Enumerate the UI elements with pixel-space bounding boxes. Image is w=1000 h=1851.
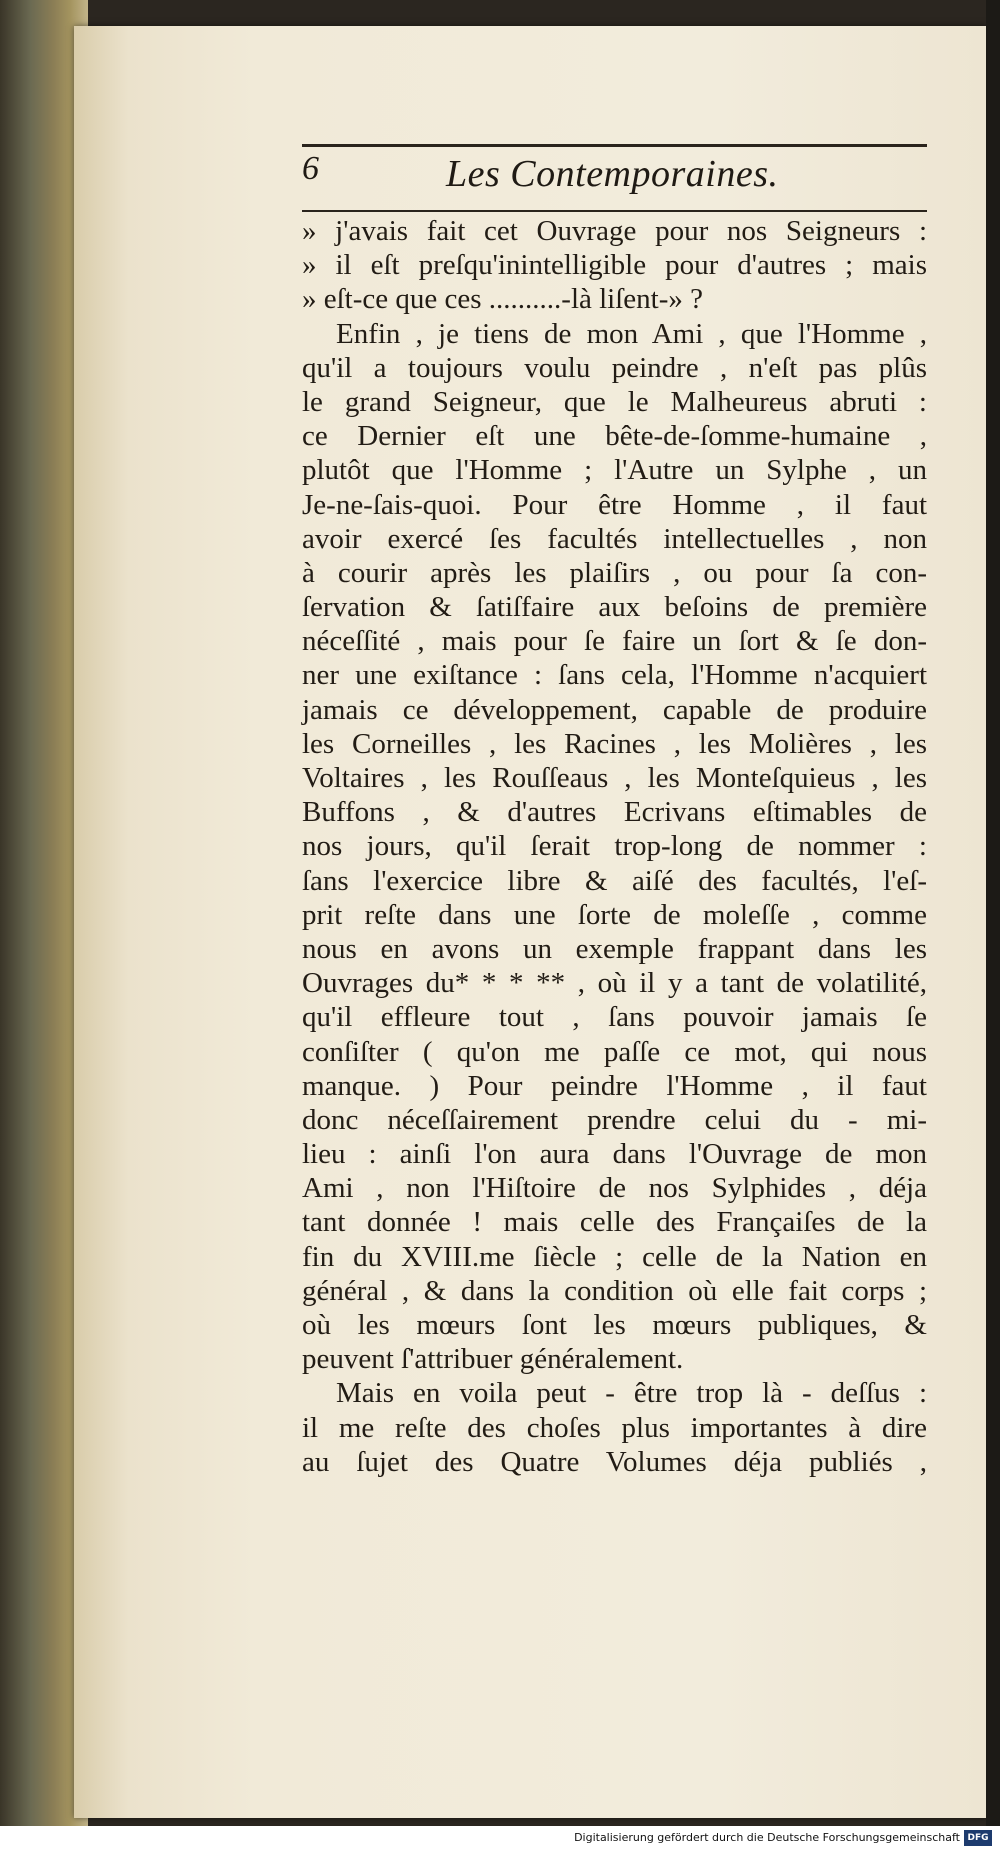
text-line: qu'il effleure tout , ſans pouvoir jamais ſe bbox=[302, 1001, 927, 1034]
digitization-footer bbox=[0, 1826, 1000, 1851]
text-line: peuvent ſ'attribuer généralement. bbox=[302, 1343, 684, 1376]
text-line: » j'avais fait cet Ouvrage pour nos Seigneurs : bbox=[302, 215, 927, 247]
text-line: plutôt que l'Homme ; l'Autre un Sylphe , un bbox=[302, 454, 927, 487]
body-text bbox=[302, 214, 927, 1479]
page-number: 6 bbox=[302, 150, 319, 187]
footer-credit: Digitalisierung gefördert durch die Deutsche Forschungsgemeinschaft bbox=[574, 1831, 960, 1844]
text-line: » il eſt preſqu'inintelligible pour d'autres ; mais bbox=[302, 249, 927, 282]
text-line: il me reſte des choſes plus importantes à dire bbox=[302, 1411, 927, 1444]
text-line: jamais ce développement, capable de produire bbox=[302, 693, 927, 726]
text-line: Voltaires , les Rouſſeaus , les Monteſquieus , les bbox=[302, 762, 927, 794]
text-line: donc néceſſairement prendre celui du - mi- bbox=[302, 1103, 927, 1136]
text-line: lieu : ainſi l'on aura dans l'Ouvrage de mon bbox=[302, 1138, 927, 1171]
text-line: les Corneilles , les Racines , les Molières , les bbox=[302, 727, 927, 760]
text-line: Mais en voila peut - être trop là - deſſus : bbox=[336, 1377, 927, 1410]
text-line: prit reſte dans une ſorte de moleſſe , comme bbox=[302, 898, 927, 931]
text-line: Enfin , je tiens de mon Ami , que l'Homme , bbox=[336, 317, 927, 350]
text-line: qu'il a toujours voulu peindre , n'eſt pas plûs bbox=[302, 351, 927, 384]
header-rule-lower bbox=[302, 210, 927, 212]
text-line: nous en avons un exemple frappant dans les bbox=[302, 932, 927, 965]
page-right-edge bbox=[986, 0, 1000, 1851]
dfg-logo-icon: DFG bbox=[964, 1830, 992, 1846]
text-line: Je-ne-ſais-quoi. Pour être Homme , il faut bbox=[302, 488, 927, 521]
text-line: fin du XVIII.me ſiècle ; celle de la Nation en bbox=[302, 1240, 927, 1273]
text-line: Ami , non l'Hiſtoire de nos Sylphides , déja bbox=[302, 1172, 927, 1205]
text-line: tant donnée ! mais celle des Françaiſes de la bbox=[302, 1206, 927, 1239]
text-line: » eſt-ce que ces ..........-là liſent-» ? bbox=[302, 283, 704, 316]
text-line: ſervation & ſatiſfaire aux beſoins de première bbox=[302, 591, 927, 624]
text-line: conſiſter ( qu'on me paſſe ce mot, qui nous bbox=[302, 1035, 927, 1068]
text-line: Ouvrages du* * * ** , où il y a tant de volatilité, bbox=[302, 967, 927, 1000]
text-line: le grand Seigneur, que le Malheureus abruti : bbox=[302, 385, 927, 418]
text-line: général , & dans la condition où elle fait corps ; bbox=[302, 1274, 927, 1307]
text-line: à courir après les plaiſirs , ou pour ſa con- bbox=[302, 556, 927, 589]
text-line: ſans l'exercice libre & aiſé des facultés, l'eſ- bbox=[302, 864, 927, 897]
text-line: au ſujet des Quatre Volumes déja publiés , bbox=[302, 1445, 927, 1478]
text-line: avoir exercé ſes facultés intellectuelles , non bbox=[302, 522, 927, 555]
text-line: ner une exiſtance : ſans cela, l'Homme n'acquiert bbox=[302, 659, 927, 692]
text-line: Buffons , & d'autres Ecrivans eſtimables de bbox=[302, 796, 927, 829]
text-line: ce Dernier eſt une bête-de-ſomme-humaine , bbox=[302, 420, 927, 453]
text-line: manque. ) Pour peindre l'Homme , il faut bbox=[302, 1069, 927, 1102]
running-head: Les Contemporaines. bbox=[446, 153, 779, 195]
text-line: nos jours, qu'il ſerait trop-long de nommer : bbox=[302, 830, 927, 863]
text-line: où les mœurs ſont les mœurs publiques, & bbox=[302, 1309, 927, 1341]
header-rule bbox=[302, 144, 927, 147]
text-line: néceſſité , mais pour ſe faire un ſort & ſe don- bbox=[302, 625, 927, 658]
